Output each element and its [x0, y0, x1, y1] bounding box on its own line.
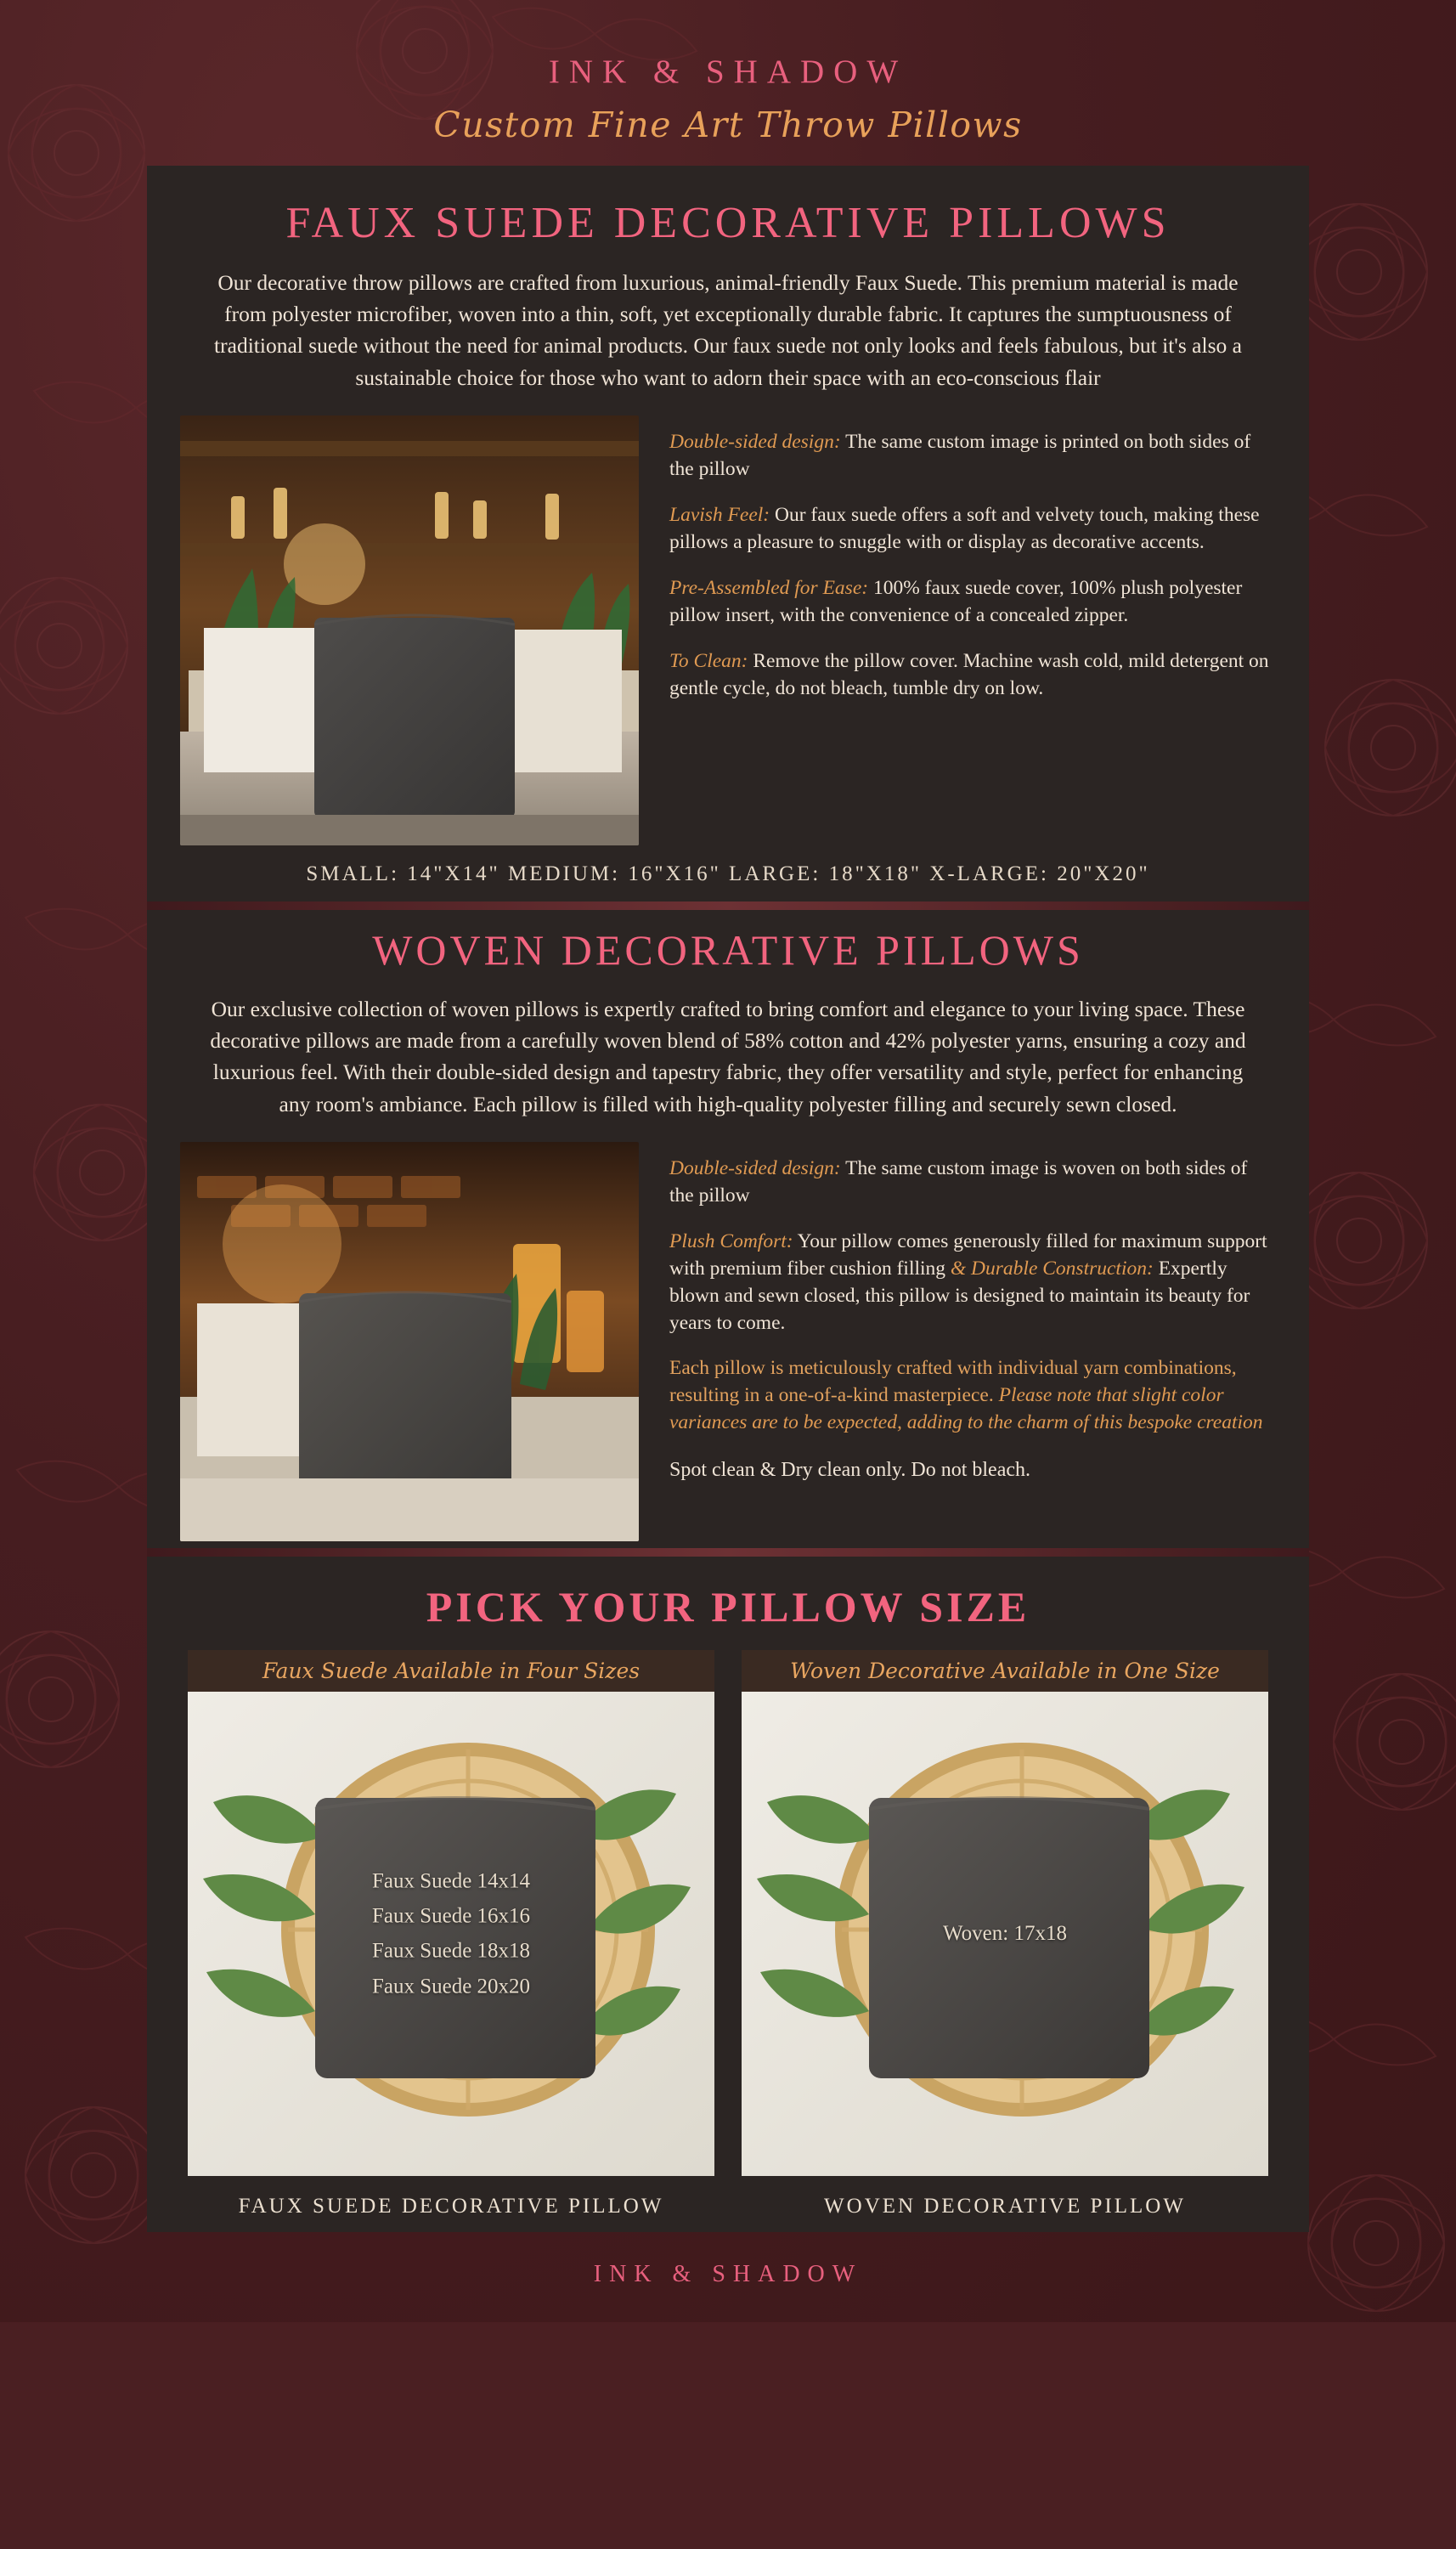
- feature-lead: Pre-Assembled for Ease:: [669, 576, 869, 599]
- feature-text: 100% faux suede cover, 100% plush polyester pillow insert, with the convenience of a concealed zipper.: [669, 576, 1243, 626]
- feature-text: Remove the pillow cover. Machine wash cold, mild detergent on gentle cycle, do not bleach, tumble dry on low.: [669, 649, 1269, 699]
- size-option[interactable]: Faux Suede 14x14: [371, 1869, 531, 1893]
- feature-item: [669, 1156, 1276, 1210]
- faux-suede-card-image: [188, 1692, 714, 2176]
- faux-suede-sizes: SMALL: 14"X14" MEDIUM: 16"X16" LARGE: 18"X18" X-LARGE: 20"X20": [306, 862, 1150, 885]
- feature-item: [669, 648, 1276, 703]
- craft-note: [669, 1355, 1276, 1437]
- feature-item: [669, 502, 1276, 557]
- faux-suede-size-card[interactable]: [188, 1650, 714, 2224]
- pillow-size-picker-section: [147, 1557, 1309, 2232]
- woven-card-caption: WOVEN DECORATIVE PILLOW: [824, 2194, 1186, 2218]
- woven-care: Spot clean & Dry clean only. Do not bleach.: [669, 1459, 1030, 1482]
- woven-section: [147, 910, 1309, 1548]
- faux-suede-size-options: [372, 1863, 530, 2004]
- woven-card-heading: Woven Decorative Available in One Size: [742, 1650, 1268, 1692]
- feature-item: [669, 1229, 1276, 1337]
- room-scene-image: [180, 415, 639, 845]
- feature-lead: Plush Comfort:: [669, 1229, 793, 1252]
- picker-title: PICK YOUR PILLOW SIZE: [426, 1582, 1030, 1631]
- woven-title: WOVEN DECORATIVE PILLOWS: [372, 925, 1084, 974]
- woven-size-option[interactable]: Woven: 17x18: [943, 1921, 1067, 1945]
- feature-lead: & Durable Construction:: [945, 1257, 1154, 1280]
- woven-intro: Our exclusive collection of woven pillows is expertly crafted to bring comfort and elegance to your living space. These decorative pillows are made from a carefully woven blend of 58% cotton and 42% polyester yarns, ensuring a cozy and luxurious feel. With their double-sided design and tapestry fabric, they offer versatility and style, perfect for enhancing any room's ambiance. Each pillow is filled with high-quality polyester filling and securely sewn closed.: [210, 996, 1246, 1116]
- cozy-room-image: [180, 1142, 639, 1541]
- feature-lead: Double-sided design:: [669, 1156, 841, 1179]
- faux-suede-card-heading: Faux Suede Available in Four Sizes: [188, 1650, 714, 1692]
- picker-cards: [147, 1650, 1309, 2224]
- woven-size-card[interactable]: [742, 1650, 1268, 2224]
- feature-lead: To Clean:: [669, 649, 748, 672]
- feature-item: [669, 429, 1276, 483]
- section-divider: [147, 1548, 1309, 1557]
- woven-pillow-photo: [180, 1142, 639, 1541]
- faux-suede-feature-list: [669, 415, 1276, 721]
- size-option[interactable]: Faux Suede 20x20: [371, 1975, 531, 1998]
- faux-suede-intro: Our decorative throw pillows are crafted from luxurious, animal-friendly Faux Suede. This premium material is made from polyester microfiber, woven into a thin, soft, yet exceptionally durable fabric. It captures the sumptuousness of traditional suede without the need for animal products. Our faux suede not only looks and feels fabulous, but it's also a sustainable choice for those who want to adorn their space with an eco-conscious flair: [214, 270, 1242, 390]
- woven-card-image: [742, 1692, 1268, 2176]
- feature-text: The same custom image is woven on both sides of the pillow: [669, 1156, 1248, 1207]
- faux-suede-content-row: [180, 415, 1276, 845]
- woven-content-row: [180, 1142, 1276, 1541]
- size-option[interactable]: Faux Suede 16x16: [371, 1904, 531, 1928]
- craft-note-italic: Please note that slight color variances are to be expected, adding to the charm of this bespoke creation: [669, 1384, 1263, 1434]
- faux-suede-card-caption: FAUX SUEDE DECORATIVE PILLOW: [238, 2194, 664, 2218]
- faux-suede-section: [147, 166, 1309, 901]
- feature-item: [669, 575, 1276, 630]
- feature-text: Our faux suede offers a soft and velvety touch, making these pillows a pleasure to snuggle with or display as decorative accents.: [669, 503, 1260, 553]
- brand-tagline: Custom Fine Art Throw Pillows: [433, 105, 1023, 145]
- feature-lead: Lavish Feel:: [669, 503, 770, 526]
- footer-brand: INK & SHADOW: [593, 2260, 863, 2287]
- woven-feature-list: [669, 1142, 1276, 1483]
- size-option[interactable]: Faux Suede 18x18: [371, 1939, 531, 1963]
- brand-name: INK & SHADOW: [548, 54, 908, 90]
- faux-suede-pillow-photo: [180, 415, 639, 845]
- feature-lead: Double-sided design:: [669, 430, 841, 453]
- section-divider: [147, 901, 1309, 910]
- craft-note-plain: Each pillow is meticulously crafted with individual yarn combinations, resulting in a one-of-a-kind masterpiece.: [669, 1357, 1237, 1407]
- feature-text: Your pillow comes generously filled for maximum support with premium fiber cushion filling: [669, 1229, 1267, 1280]
- faux-suede-title: FAUX SUEDE DECORATIVE PILLOWS: [285, 199, 1171, 247]
- feature-text: The same custom image is printed on both sides of the pillow: [669, 430, 1251, 480]
- feature-text: Expertly blown and sewn closed, this pillow is designed to maintain its beauty for years to come.: [669, 1257, 1250, 1334]
- page-header: [0, 0, 1456, 166]
